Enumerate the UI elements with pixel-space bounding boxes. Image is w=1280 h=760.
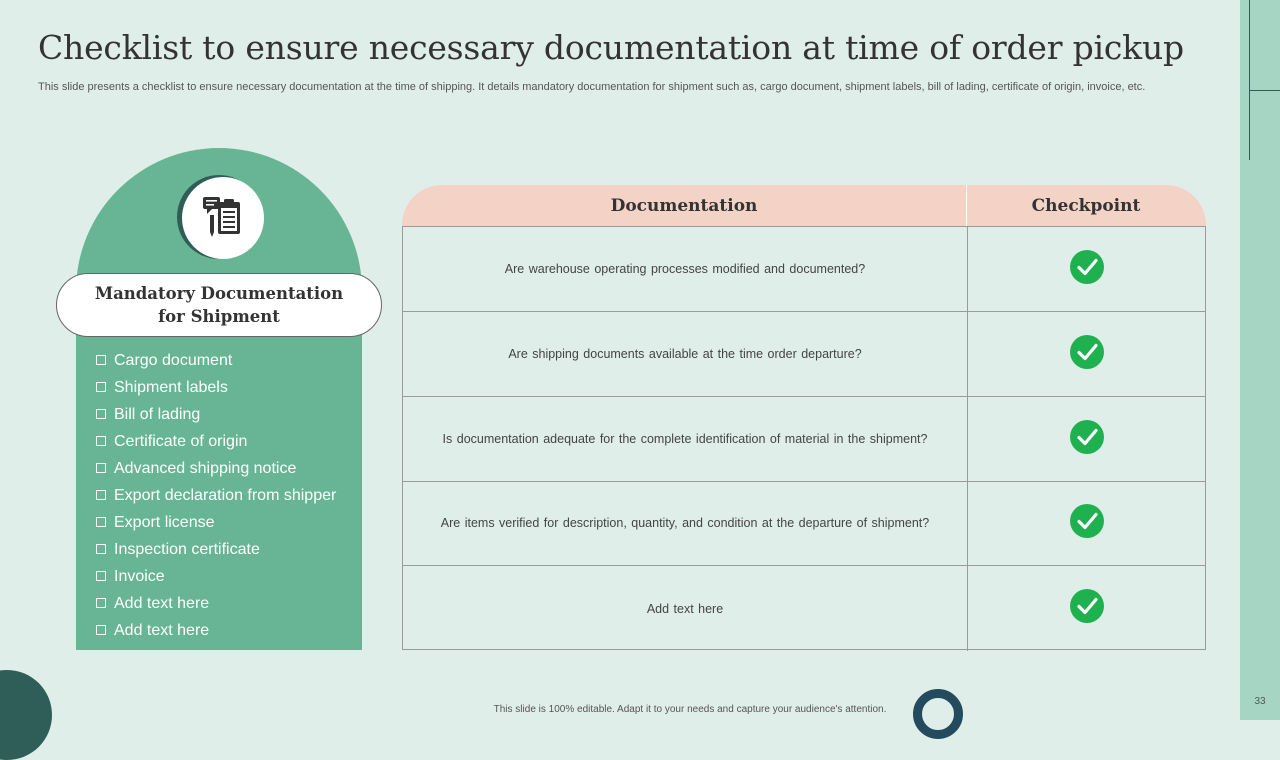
check-icon: [1070, 335, 1104, 374]
document-list: [96, 347, 336, 645]
checkbox-icon: [96, 436, 106, 446]
footer-note: This slide is 100% editable. Adapt it to your needs and capture your audience's attention.: [493, 704, 887, 715]
header-checkpoint: Checkpoint: [1031, 195, 1141, 216]
list-item: Advanced shipping notice: [96, 455, 336, 482]
question-cell: Are warehouse operating processes modified and documented?: [504, 262, 866, 276]
checkbox-icon: [96, 625, 106, 635]
table-header: [402, 185, 1206, 226]
panel-heading: [56, 273, 382, 337]
list-item: Export license: [96, 510, 336, 537]
list-item: Cargo document: [96, 347, 336, 374]
checkbox-icon: [96, 382, 106, 392]
table-row: [403, 397, 1205, 482]
check-icon: [1070, 589, 1104, 628]
table-row: [403, 481, 1205, 566]
ring-decoration: [913, 689, 963, 739]
accent-line-horizontal: [1249, 90, 1280, 91]
question-cell: Add text here: [646, 601, 724, 616]
list-item: Shipment labels: [96, 374, 336, 401]
checkbox-icon: [96, 571, 106, 581]
checkbox-icon: [96, 409, 106, 419]
slide-title: Checklist to ensure necessary documentation at time of order pickup: [38, 28, 1184, 67]
list-item: Add text here: [96, 591, 336, 618]
list-item: Add text here: [96, 618, 336, 645]
question-cell: Are items verified for description, quantity, and condition at the departure of shipment?: [440, 516, 930, 530]
accent-line-vertical: [1249, 0, 1250, 160]
list-item: Invoice: [96, 564, 336, 591]
panel-heading-line1: Mandatory Documentation: [94, 284, 344, 303]
list-item: Export declaration from shipper: [96, 482, 336, 509]
check-icon: [1070, 250, 1104, 289]
checkpoint-cell: [967, 566, 1205, 651]
panel-heading-line2: for Shipment: [158, 307, 280, 326]
checkbox-icon: [96, 517, 106, 527]
header-documentation: Documentation: [610, 195, 758, 216]
list-item: Inspection certificate: [96, 537, 336, 564]
question-cell: Are shipping documents available at the time order departure?: [508, 347, 862, 361]
clipboard-document-icon: [200, 193, 246, 244]
checkpoint-cell: [967, 227, 1205, 311]
table-row: [403, 566, 1205, 651]
checkbox-icon: [96, 598, 106, 608]
checkpoint-cell: [967, 481, 1205, 565]
checkpoint-cell: [967, 397, 1205, 481]
checkbox-icon: [96, 544, 106, 554]
right-accent-strip: [1240, 0, 1280, 720]
check-icon: [1070, 420, 1104, 459]
checkbox-icon: [96, 463, 106, 473]
list-item: Certificate of origin: [96, 428, 336, 455]
table-row: [403, 312, 1205, 397]
checkbox-icon: [96, 355, 106, 365]
checkpoint-cell: [967, 312, 1205, 396]
list-item: Bill of lading: [96, 401, 336, 428]
check-icon: [1070, 504, 1104, 543]
checkbox-icon: [96, 490, 106, 500]
icon-badge: [182, 177, 264, 259]
question-cell: Is documentation adequate for the complete identification of material in the shipment?: [442, 432, 928, 446]
page-number: 33: [1254, 696, 1266, 707]
table-row: [403, 227, 1205, 312]
checklist-table: [402, 226, 1206, 650]
corner-decoration: [0, 670, 52, 760]
slide-subtitle: This slide presents a checklist to ensure necessary documentation at the time of shipping. It details mandatory documentation for shipment such as, cargo document, shipment labels, bill of lading, certificate of origin, invoice, etc.: [38, 81, 1146, 93]
